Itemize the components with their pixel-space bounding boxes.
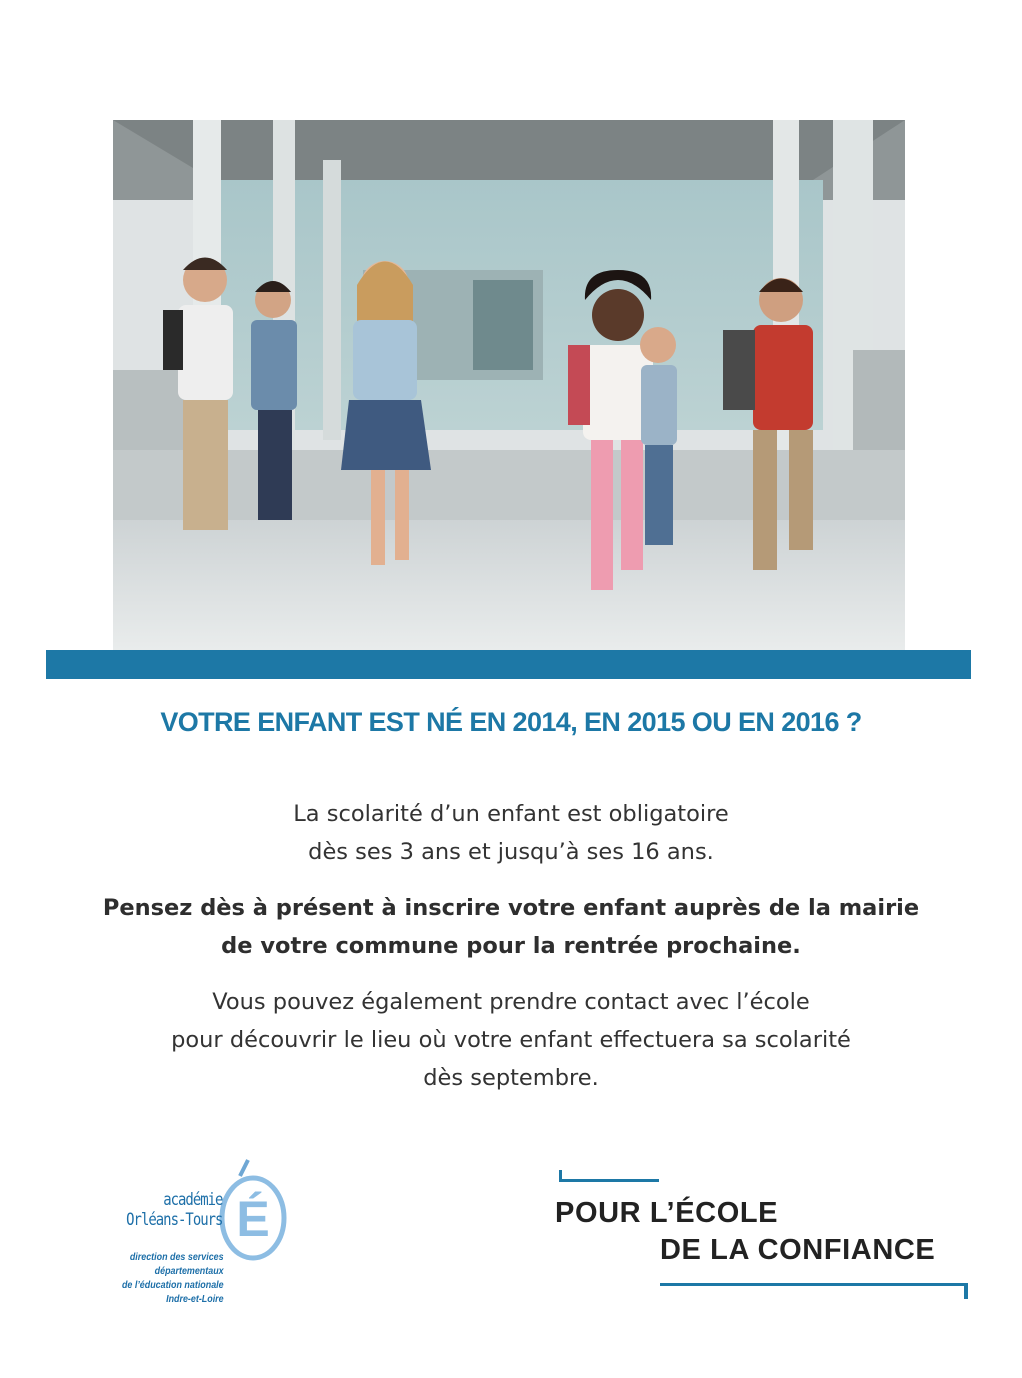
bracket-top-decoration <box>559 1170 659 1182</box>
paragraph-obligation <box>60 795 962 871</box>
slogan-block <box>555 1170 975 1305</box>
logo-title <box>126 1190 222 1230</box>
hero-photo <box>113 120 905 650</box>
paragraph-contact <box>60 983 962 1097</box>
accent-bar <box>46 650 971 679</box>
paragraph-line: de votre commune pour la rentrée prochaine. <box>221 933 801 959</box>
logo-subline: départementaux <box>155 1265 224 1277</box>
paragraph-line: pour découvrir le lieu où votre enfant effectuera sa scolarité <box>171 1027 851 1053</box>
paragraph-line: dès septembre. <box>423 1065 599 1091</box>
paragraph-registration <box>60 889 962 965</box>
logo-subline: direction des services <box>130 1251 224 1263</box>
logo-subline: Indre-et-Loire <box>166 1293 224 1305</box>
e-letter-icon <box>218 1156 288 1266</box>
bracket-bottom-decoration <box>660 1283 968 1299</box>
headline: VOTRE ENFANT EST NÉ EN 2014, EN 2015 OU EN 2016 ? <box>160 707 862 737</box>
logo-letter: É <box>236 1191 270 1247</box>
logo-subline: de l’éducation nationale <box>122 1279 224 1291</box>
logo-line: académie <box>162 1190 222 1210</box>
paragraph-line: Pensez dès à présent à inscrire votre enfant auprès de la mairie <box>102 895 920 921</box>
academie-logo <box>80 1148 300 1323</box>
slogan-line: POUR L’ÉCOLE <box>555 1197 779 1229</box>
slogan-line: DE LA CONFIANCE <box>660 1234 936 1266</box>
paragraph-line: dès ses 3 ans et jusqu’à ses 16 ans. <box>308 839 714 865</box>
paragraph-line: La scolarité d’un enfant est obligatoire <box>293 801 729 827</box>
logo-line: Orléans-Tours <box>125 1210 222 1230</box>
children-running-illustration <box>113 120 905 650</box>
logo-subtitle <box>122 1250 224 1306</box>
paragraph-line: Vous pouvez également prendre contact avec l’école <box>212 989 810 1015</box>
